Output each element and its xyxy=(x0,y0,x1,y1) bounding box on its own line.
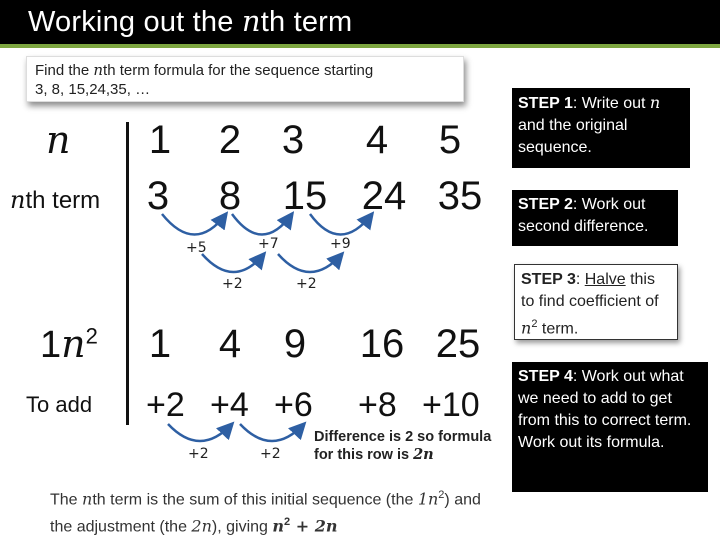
add-difference: +2 xyxy=(188,446,209,462)
n-value: 5 xyxy=(438,118,462,162)
title-prefix: Working out the xyxy=(28,6,242,38)
sq-label-coef: 1 xyxy=(40,324,62,366)
step-2-box xyxy=(512,190,678,246)
footer-result: + 2n xyxy=(290,516,338,536)
title-suffix: th term xyxy=(260,6,353,38)
footer-part: ) and the adjustment (the xyxy=(50,491,481,536)
sq-label-exp: 2 xyxy=(85,323,98,349)
square-value: 4 xyxy=(218,322,242,366)
add-value: +2 xyxy=(146,386,185,424)
step-3-label: STEP 3 xyxy=(521,271,576,288)
arc-add-diff xyxy=(168,424,232,441)
step-3-sep: : xyxy=(575,271,585,288)
step-1-label: STEP 1 xyxy=(518,95,573,112)
first-difference: +9 xyxy=(330,236,351,252)
n-value: 2 xyxy=(218,118,242,162)
step-2-label: STEP 2 xyxy=(518,196,573,213)
title-bar xyxy=(0,0,720,44)
footer-part: ), giving xyxy=(211,518,273,536)
diff-note-line-1: Difference is 2 so formula xyxy=(314,429,492,445)
square-value: 1 xyxy=(148,322,172,366)
term-value: 35 xyxy=(437,174,483,218)
arc-second-diff xyxy=(278,254,342,272)
step-3-box xyxy=(514,264,678,340)
second-difference: +2 xyxy=(222,276,243,292)
title-underline xyxy=(0,44,720,48)
first-difference: +7 xyxy=(258,236,279,252)
first-difference: +5 xyxy=(186,240,207,256)
square-value: 25 xyxy=(435,322,481,366)
step-3-exp: 2 xyxy=(531,318,538,330)
add-difference: +2 xyxy=(260,446,281,462)
diff-note-line-2 xyxy=(314,446,514,464)
n-value: 3 xyxy=(281,118,305,162)
diff-note-math: 2n xyxy=(413,446,434,463)
difference-note xyxy=(314,428,514,464)
footer-math: 2n xyxy=(191,516,212,536)
prompt-var: n xyxy=(93,61,104,79)
step-1-text-b: and the original sequence. xyxy=(518,117,628,156)
prompt-prefix: Find the xyxy=(35,62,94,79)
nth-label-suffix: th term xyxy=(25,187,101,214)
step-3-text-a: this to find coefficient of xyxy=(521,271,659,310)
prompt-line-1 xyxy=(35,61,455,80)
step-1-box xyxy=(512,88,690,168)
add-value: +8 xyxy=(358,386,397,424)
summary-text xyxy=(50,484,490,539)
row-label-nth-term xyxy=(10,186,100,215)
footer-exp: 2 xyxy=(438,489,445,501)
footer-part: th term is the sum of this initial sequence (the xyxy=(92,491,418,509)
step-4-label: STEP 4 xyxy=(518,368,573,385)
step-3-var: n xyxy=(521,318,532,338)
row-label-to-add: To add xyxy=(26,392,93,417)
step-4-text: : Work out what we need to add to get from this to correct term. Work out its formula. xyxy=(518,368,692,451)
term-value: 3 xyxy=(146,174,170,218)
title-var: n xyxy=(241,4,261,38)
step-2-text: : Work out second difference. xyxy=(518,196,649,235)
step-4-box xyxy=(512,362,708,492)
square-value: 16 xyxy=(359,322,405,366)
arc-add-diff xyxy=(240,424,304,441)
footer-part: The xyxy=(50,491,83,509)
problem-prompt xyxy=(26,56,464,102)
step-1-var: n xyxy=(649,93,661,112)
n-value: 1 xyxy=(148,118,172,162)
sq-label-var: n xyxy=(61,322,86,366)
footer-result-exp: 2 xyxy=(284,516,291,529)
footer-var: n xyxy=(82,489,93,509)
prompt-suffix: th term formula for the sequence starting xyxy=(103,62,374,79)
footer-result: n xyxy=(272,516,285,536)
prompt-line-2: 3, 8, 15,24,35, … xyxy=(35,81,151,98)
add-value: +4 xyxy=(210,386,249,424)
second-difference: +2 xyxy=(296,276,317,292)
table-divider xyxy=(126,122,129,425)
add-value: +6 xyxy=(274,386,313,424)
row-label-n-squared xyxy=(40,322,98,367)
arc-second-diff xyxy=(202,254,264,272)
term-value: 24 xyxy=(361,174,407,218)
add-value: +10 xyxy=(422,386,480,424)
term-value: 8 xyxy=(218,174,242,218)
footer-math: 1n xyxy=(417,489,439,509)
nth-label-var: n xyxy=(10,186,26,214)
row-label-n: n xyxy=(46,118,71,162)
term-value: 15 xyxy=(282,174,328,218)
step-3-text-b: term. xyxy=(537,320,579,338)
step-3-halve: Halve xyxy=(584,271,626,288)
square-value: 9 xyxy=(283,322,307,366)
step-1-text-a: : Write out xyxy=(572,95,650,112)
n-value: 4 xyxy=(365,118,389,162)
diff-note-prefix: for this row is xyxy=(314,447,414,463)
slide-title xyxy=(28,4,352,39)
